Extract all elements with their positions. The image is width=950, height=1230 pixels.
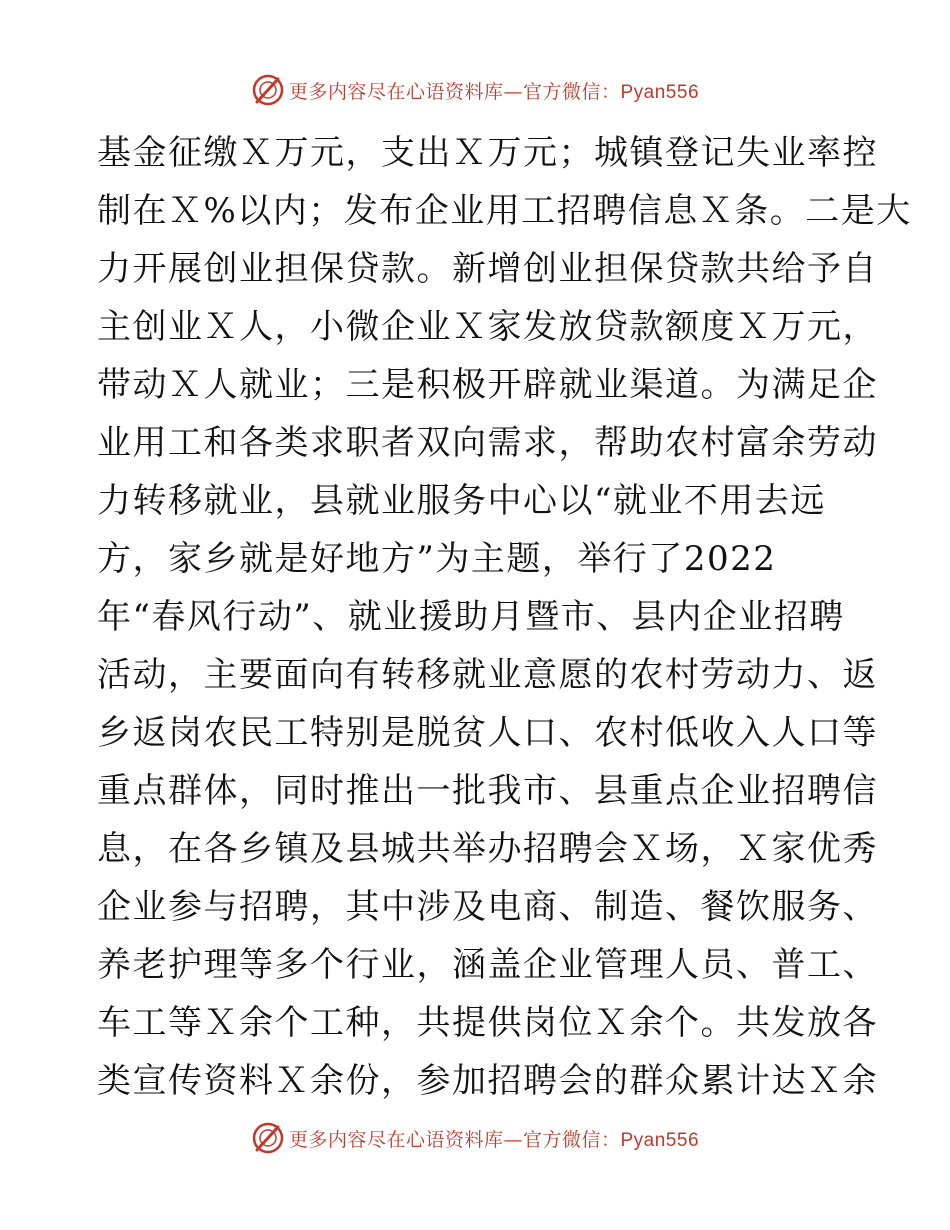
text-line: 重点群体，同时推出一批我市、县重点企业招聘信	[97, 771, 878, 811]
text-line: 活动，主要面向有转移就业意愿的农村劳动力、返	[97, 655, 878, 695]
text-line: 力开展创业担保贷款。新增创业担保贷款共给予自	[97, 249, 878, 289]
header-banner-text: 更多内容尽在心语资料库—官方微信：Pyan556	[288, 80, 700, 103]
brand-logo-icon	[251, 73, 285, 107]
text-line: 方，家乡就是好地方”为主题，举行了2022	[97, 539, 777, 579]
document-body	[97, 124, 912, 1110]
text-line: 息，在各乡镇及县城共举办招聘会Ｘ场，Ｘ家优秀	[97, 829, 878, 869]
header-wechat-id: Pyan556	[620, 81, 700, 103]
footer-wechat-id: Pyan556	[620, 1129, 700, 1151]
text-line: 车工等Ｘ余个工种，共提供岗位Ｘ余个。共发放各	[97, 1003, 878, 1043]
text-line: 主创业Ｘ人，小微企业Ｘ家发放贷款额度Ｘ万元，	[97, 307, 878, 347]
footer-banner-text: 更多内容尽在心语资料库—官方微信：Pyan556	[288, 1128, 700, 1151]
text-line: 企业参与招聘，其中涉及电商、制造、餐饮服务、	[97, 887, 878, 927]
footer-banner	[0, 1118, 950, 1158]
text-line: 养老护理等多个行业，涵盖企业管理人员、普工、	[97, 945, 878, 985]
brand-logo-icon	[251, 1121, 285, 1155]
text-line: 类宣传资料Ｘ余份，参加招聘会的群众累计达Ｘ余	[97, 1061, 878, 1101]
text-line: 乡返岗农民工特别是脱贫人口、农村低收入人口等	[97, 713, 878, 753]
text-line: 年“春风行动”、就业援助月暨市、县内企业招聘	[97, 597, 845, 637]
text-line: 力转移就业，县就业服务中心以“就业不用去远	[97, 481, 826, 521]
header-banner	[0, 70, 950, 110]
text-line: 带动Ｘ人就业；三是积极开辟就业渠道。为满足企	[97, 365, 878, 405]
text-line: 基金征缴Ｘ万元，支出Ｘ万元；城镇登记失业率控	[97, 133, 878, 173]
text-line: 业用工和各类求职者双向需求，帮助农村富余劳动	[97, 423, 878, 463]
text-line: 制在Ｘ%以内；发布企业用工招聘信息Ｘ条。二是大	[97, 191, 912, 231]
